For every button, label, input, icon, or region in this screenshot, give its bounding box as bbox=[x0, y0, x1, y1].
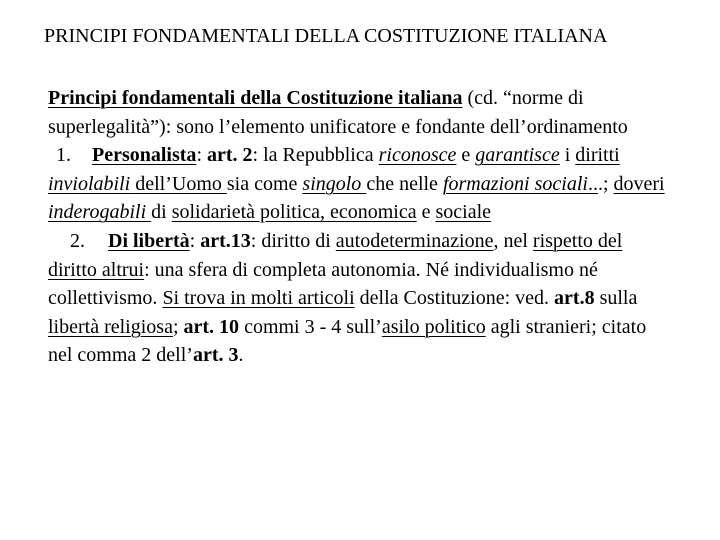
underlined-text: dell’Uomo bbox=[130, 172, 227, 195]
text-run: . bbox=[238, 344, 244, 367]
text-run: sia come bbox=[226, 172, 303, 195]
text-run: : bbox=[189, 229, 201, 252]
text-run: : una sfera di completa autonomia. Né individualismo né collettivismo. bbox=[48, 258, 598, 310]
text-run: .; bbox=[597, 172, 614, 195]
text-run: e bbox=[416, 201, 436, 224]
article-ref: art.8 bbox=[554, 287, 595, 310]
underlined-text: autodeterminazione bbox=[335, 229, 494, 252]
text-run: di bbox=[151, 201, 172, 224]
emphasis: garantisce bbox=[475, 144, 560, 167]
underlined-text: asilo politico bbox=[381, 315, 486, 338]
text-run: commi 3 - 4 sull’ bbox=[239, 315, 382, 338]
slide-title: PRINCIPI FONDAMENTALI DELLA COSTITUZIONE ITALIANA bbox=[44, 25, 608, 47]
article-ref: art. 2 bbox=[207, 144, 253, 167]
text-run: : la Repubblica bbox=[252, 144, 379, 167]
underlined-text: doveri bbox=[613, 172, 665, 195]
intro-heading: Principi fondamentali della Costituzione italiana bbox=[48, 87, 463, 109]
underlined-text: libertà religiosa bbox=[48, 315, 173, 338]
underlined-text: sociale bbox=[435, 201, 492, 224]
emphasis: inviolabili bbox=[48, 172, 131, 195]
item-number: 2. bbox=[70, 229, 85, 252]
intro-text: (cd. “norme di superlegalità”): sono l’elemento unificatore e fondante dell’ordinamento bbox=[48, 87, 628, 138]
principle-liberta bbox=[48, 227, 670, 370]
principle-personalista bbox=[48, 141, 670, 227]
underlined-text: rispetto del diritto altrui bbox=[48, 229, 623, 281]
emphasis: riconosce bbox=[378, 144, 457, 167]
item-number: 1. bbox=[56, 144, 71, 167]
intro-paragraph bbox=[48, 84, 670, 141]
text-run: della Costituzione: ved. bbox=[354, 287, 555, 310]
text-run: sulla bbox=[594, 287, 638, 310]
underlined-text: solidarietà politica, economica bbox=[171, 201, 417, 224]
text-run: agli stranieri; citato nel comma 2 dell’ bbox=[48, 315, 647, 367]
text-run: : bbox=[196, 144, 207, 167]
article-ref: art.13 bbox=[200, 229, 251, 252]
article-ref: art. 3 bbox=[192, 344, 239, 367]
text-run: e bbox=[456, 144, 476, 167]
principle-name: Personalista bbox=[92, 144, 197, 167]
text-run: che nelle bbox=[366, 172, 443, 195]
text-run: i bbox=[559, 144, 576, 167]
article-ref: art. 10 bbox=[183, 315, 240, 338]
underlined-text: diritti bbox=[575, 144, 620, 167]
emphasis: inderogabili bbox=[48, 201, 152, 224]
text-run: : diritto di bbox=[250, 229, 336, 252]
underlined-text: .. bbox=[587, 172, 598, 195]
text-run: , nel bbox=[493, 229, 533, 252]
emphasis: formazioni sociali bbox=[442, 172, 588, 195]
emphasis: singolo bbox=[302, 172, 367, 195]
underlined-text: Si trova in molti articoli bbox=[162, 287, 355, 310]
text-run: ; bbox=[172, 315, 184, 338]
principle-name: Di libertà bbox=[108, 229, 190, 252]
slide-body bbox=[48, 84, 670, 370]
